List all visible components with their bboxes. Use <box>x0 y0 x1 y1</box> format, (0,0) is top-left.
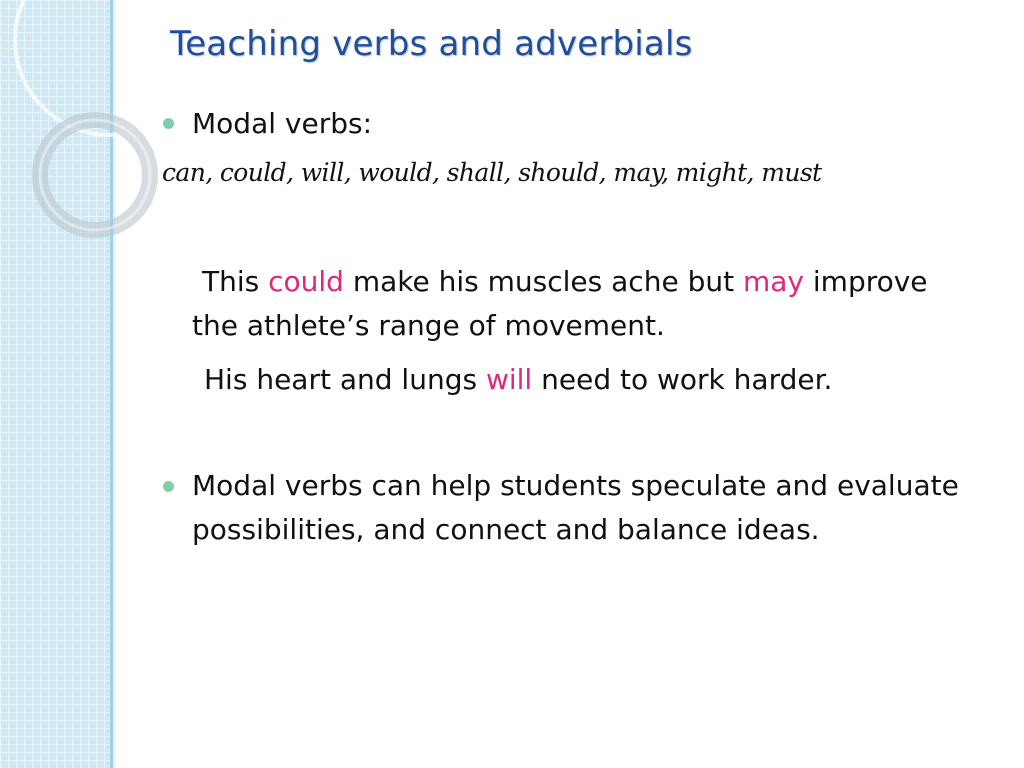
example-sentence-1-line2: the athlete’s range of movement. <box>192 309 665 342</box>
deco-ring-highlight <box>40 120 150 230</box>
highlight-could: could <box>268 265 344 298</box>
bullet-dot-1 <box>163 118 174 129</box>
highlight-may: may <box>742 265 804 298</box>
bullet-modal-benefits-line2: possibilities, and connect and balance ideas. <box>192 513 820 546</box>
slide-title: Teaching verbs and adverbials <box>170 24 693 64</box>
example-sentence-2 <box>204 360 832 400</box>
highlight-will: will <box>485 363 533 396</box>
example1-text-b: make his muscles ache but <box>343 265 743 298</box>
bullet-modal-benefits-line1: Modal verbs can help students speculate and evaluate <box>192 469 959 502</box>
example1-text-c: improve <box>803 265 928 298</box>
example2-text-a: His heart and lungs <box>204 363 486 396</box>
example-sentence-1-line1 <box>202 262 928 302</box>
example1-text-a: This <box>202 265 269 298</box>
example2-text-b: need to work harder. <box>532 363 833 396</box>
modal-verbs-list: can, could, will, would, shall, should, may, might, must <box>162 158 822 187</box>
decorative-circles <box>0 0 180 280</box>
bullet-modal-verbs: Modal verbs: <box>192 107 373 140</box>
bullet-dot-2 <box>163 481 174 492</box>
